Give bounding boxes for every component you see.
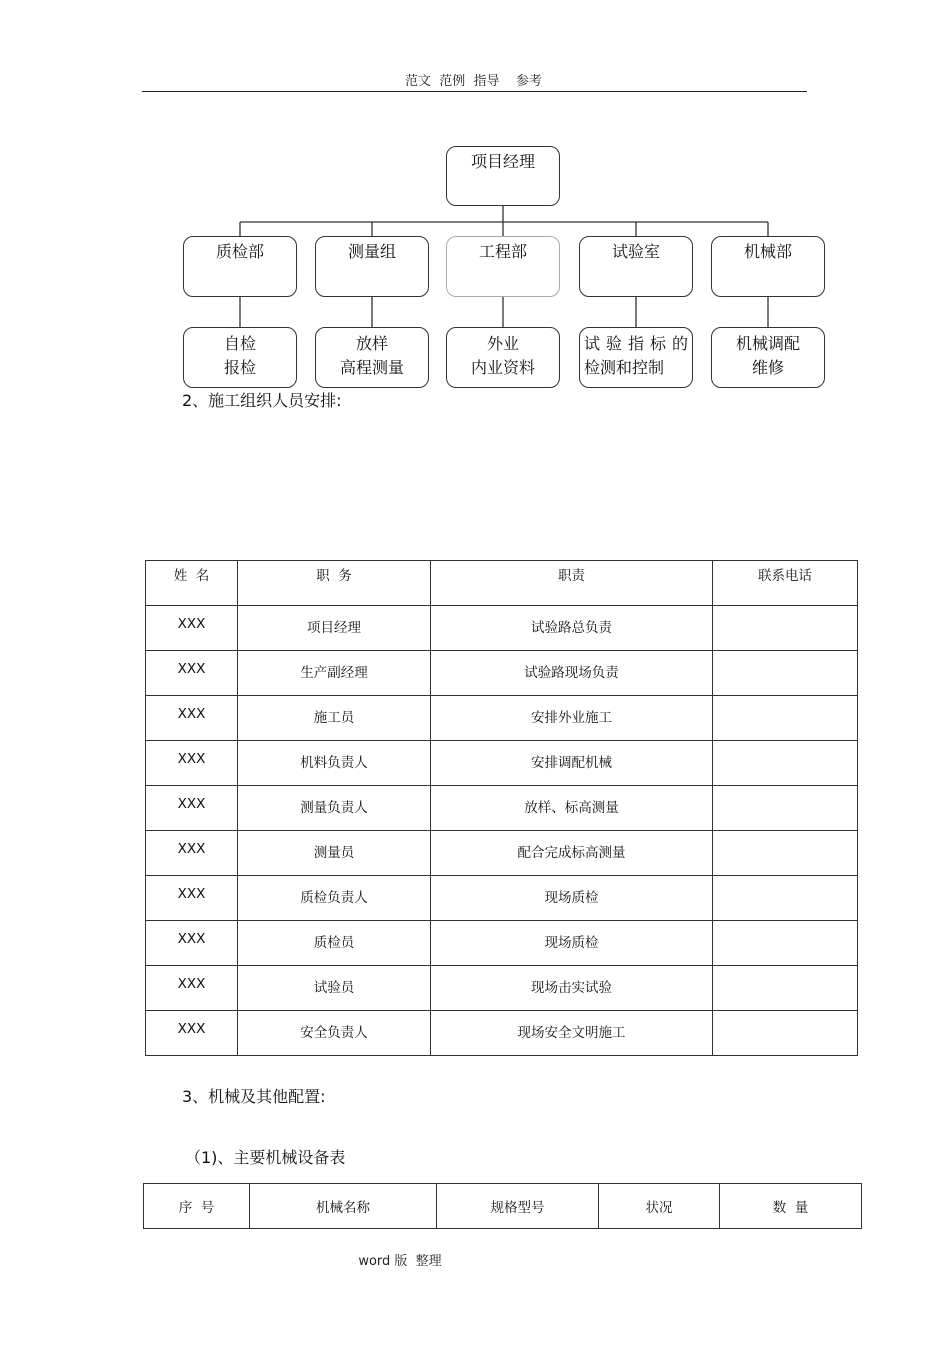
table-header-row (146, 561, 858, 606)
org-duty-line: 机械调配 (735, 334, 800, 353)
cell-phone (713, 831, 858, 876)
cell-name: XXX (146, 786, 238, 831)
section-2-title: 2、施工组织人员安排: (182, 391, 342, 410)
org-dept-box-lab (579, 236, 693, 297)
org-duty-line: 外业 (486, 334, 519, 353)
table-header-row (144, 1184, 862, 1229)
org-duty-box-machinery (711, 327, 825, 388)
cell-position: 测量员 (238, 831, 431, 876)
cell-phone (713, 876, 858, 921)
cell-phone (713, 651, 858, 696)
cell-name: XXX (146, 921, 238, 966)
cell-position: 质检员 (238, 921, 431, 966)
machine-table (143, 1183, 862, 1229)
org-duty-line: 检测和控制 (584, 358, 665, 377)
table-row (146, 966, 858, 1011)
cell-phone (713, 696, 858, 741)
org-dept-box-engineering (446, 236, 560, 297)
cell-position: 试验员 (238, 966, 431, 1011)
section-3-title: 3、机械及其他配置: (182, 1087, 326, 1106)
cell-duty: 安排外业施工 (431, 696, 713, 741)
col-header-duty: 职责 (431, 561, 713, 606)
cell-duty: 现场质检 (431, 876, 713, 921)
cell-name: XXX (146, 606, 238, 651)
cell-name: XXX (146, 831, 238, 876)
col-header-seq: 序 号 (144, 1184, 250, 1229)
cell-phone (713, 786, 858, 831)
table-row (146, 831, 858, 876)
section-3-subtitle: （1)、主要机械设备表 (185, 1148, 346, 1167)
col-header-model: 规格型号 (437, 1184, 599, 1229)
col-header-machine-name: 机械名称 (250, 1184, 437, 1229)
table-row (146, 696, 858, 741)
org-duty-box-engineering (446, 327, 560, 388)
cell-position: 机料负责人 (238, 741, 431, 786)
cell-position: 质检负责人 (238, 876, 431, 921)
org-dept-label: 测量组 (347, 242, 396, 261)
cell-duty: 安排调配机械 (431, 741, 713, 786)
cell-phone (713, 1011, 858, 1056)
col-header-name: 姓 名 (146, 561, 238, 606)
org-duty-line: 高程测量 (339, 358, 404, 377)
cell-name: XXX (146, 1011, 238, 1056)
cell-position: 项目经理 (238, 606, 431, 651)
org-dept-box-survey (315, 236, 429, 297)
org-duty-line: 报检 (223, 358, 256, 377)
table-row (146, 786, 858, 831)
org-duty-box-survey (315, 327, 429, 388)
cell-duty: 试验路现场负责 (431, 651, 713, 696)
cell-position: 安全负责人 (238, 1011, 431, 1056)
cell-name: XXX (146, 966, 238, 1011)
org-root-box (446, 146, 560, 206)
table-row (146, 921, 858, 966)
org-duty-box-quality (183, 327, 297, 388)
cell-name: XXX (146, 876, 238, 921)
table-row (146, 651, 858, 696)
cell-duty: 现场质检 (431, 921, 713, 966)
col-header-position: 职 务 (238, 561, 431, 606)
org-duty-line: 自检 (223, 334, 256, 353)
org-dept-label: 机械部 (743, 242, 792, 261)
cell-name: XXX (146, 696, 238, 741)
org-duty-line: 内业资料 (470, 358, 535, 377)
cell-duty: 放样、标高测量 (431, 786, 713, 831)
cell-phone (713, 606, 858, 651)
cell-position: 生产副经理 (238, 651, 431, 696)
org-dept-box-quality (183, 236, 297, 297)
staff-table (145, 560, 858, 1056)
col-header-status: 状况 (599, 1184, 720, 1229)
cell-duty: 现场击实试验 (431, 966, 713, 1011)
cell-name: XXX (146, 651, 238, 696)
cell-position: 测量负责人 (238, 786, 431, 831)
table-row (146, 606, 858, 651)
cell-duty: 试验路总负责 (431, 606, 713, 651)
org-duty-box-lab (579, 327, 693, 388)
org-dept-label: 工程部 (478, 242, 527, 261)
table-row (146, 876, 858, 921)
org-duty-line: 试验指标的 (584, 334, 688, 353)
org-dept-label: 质检部 (215, 242, 264, 261)
cell-phone (713, 741, 858, 786)
page-header: 范文 范例 指导 参考 (404, 74, 543, 89)
cell-duty: 现场安全文明施工 (431, 1011, 713, 1056)
cell-phone (713, 966, 858, 1011)
cell-duty: 配合完成标高测量 (431, 831, 713, 876)
org-dept-box-machinery (711, 236, 825, 297)
cell-name: XXX (146, 741, 238, 786)
table-row (146, 741, 858, 786)
col-header-phone: 联系电话 (713, 561, 858, 606)
org-duty-line: 维修 (751, 358, 784, 377)
org-dept-label: 试验室 (611, 242, 660, 261)
cell-position: 施工员 (238, 696, 431, 741)
table-row (146, 1011, 858, 1056)
page-footer: word 版 整理 (358, 1254, 442, 1269)
org-duty-line: 放样 (355, 334, 388, 353)
col-header-quantity: 数 量 (720, 1184, 862, 1229)
org-root-label: 项目经理 (470, 152, 535, 171)
cell-phone (713, 921, 858, 966)
